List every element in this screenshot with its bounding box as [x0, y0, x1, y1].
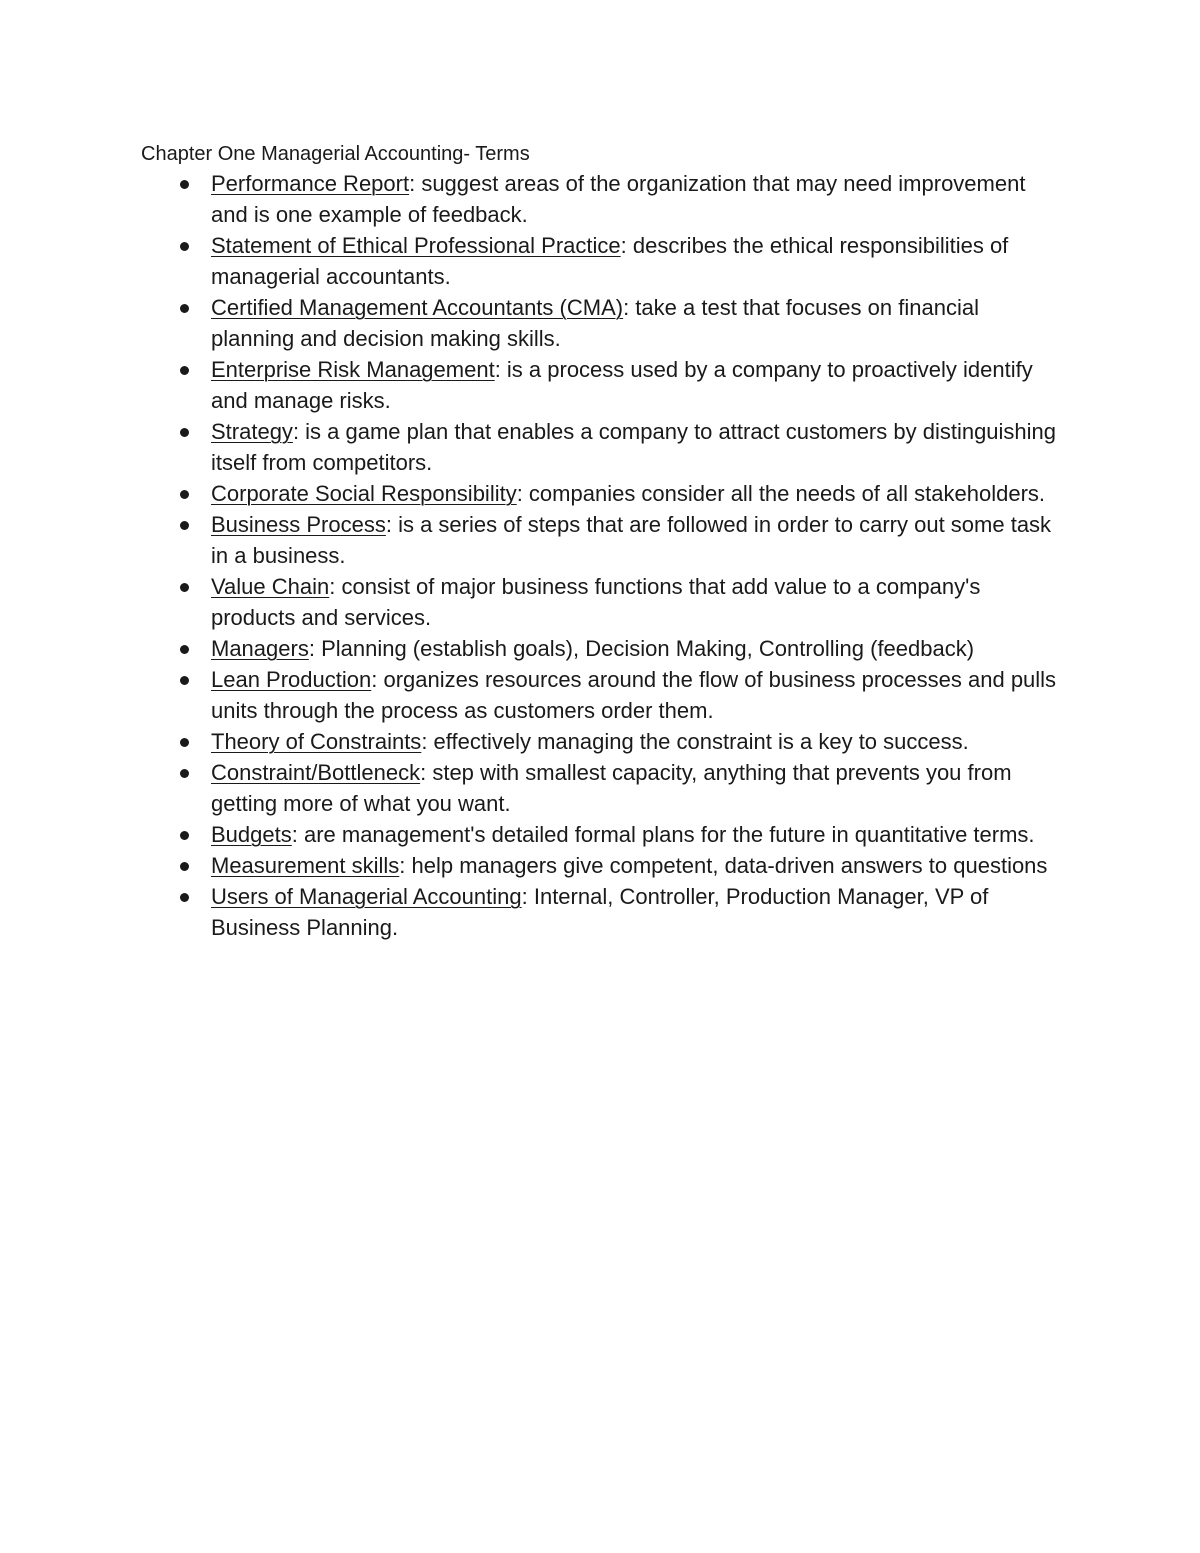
list-item — [0, 478, 1061, 509]
term-definition: : consist of major business functions that add value to a company's products and services. — [211, 574, 981, 630]
term-definition: : is a process used by a company to proactively identify and manage risks. — [211, 357, 1033, 413]
term-definition: : companies consider all the needs of all stakeholders. — [516, 481, 1046, 506]
bullet-icon — [180, 428, 189, 437]
term-label: Measurement skills — [211, 853, 400, 878]
term-definition: : Planning (establish goals), Decision Making, Controlling (feedback) — [308, 636, 975, 661]
term-label: Theory of Constraints — [211, 729, 422, 754]
term-label: Statement of Ethical Professional Practice — [211, 233, 621, 258]
term-definition: : step with smallest capacity, anything that prevents you from getting more of what you want. — [211, 760, 1012, 816]
bullet-icon — [180, 893, 189, 902]
bullet-icon — [180, 676, 189, 685]
term-definition: : describes the ethical responsibilities of managerial accountants. — [211, 233, 1009, 289]
bullet-icon — [180, 645, 189, 654]
bullet-icon — [180, 490, 189, 499]
term-definition: : Internal, Controller, Production Manager, VP of Business Planning. — [211, 884, 989, 940]
term-definition: : suggest areas of the organization that may need improvement and is one example of feedback. — [211, 171, 1026, 227]
term-label: Users of Managerial Accounting — [211, 884, 522, 909]
list-item — [0, 726, 1061, 757]
list-item — [0, 850, 1061, 881]
list-item — [0, 416, 1061, 478]
term-definition: : take a test that focuses on financial planning and decision making skills. — [211, 295, 979, 351]
term-definition: : help managers give competent, data-driven answers to questions — [399, 853, 1048, 878]
bullet-icon — [180, 769, 189, 778]
term-label: Performance Report — [211, 171, 410, 196]
list-item — [0, 509, 1061, 571]
bullet-icon — [180, 738, 189, 747]
list-item — [0, 230, 1061, 292]
term-label: Value Chain — [211, 574, 330, 599]
term-definition: : are management's detailed formal plans for the future in quantitative terms. — [291, 822, 1035, 847]
bullet-icon — [180, 180, 189, 189]
term-label: Corporate Social Responsibility — [211, 481, 517, 506]
term-label: Constraint/Bottleneck — [211, 760, 421, 785]
bullet-icon — [180, 862, 189, 871]
list-item — [0, 819, 1061, 850]
bullet-icon — [180, 831, 189, 840]
term-label: Strategy — [211, 419, 293, 444]
list-item — [0, 292, 1061, 354]
bullet-icon — [180, 304, 189, 313]
list-item — [0, 571, 1061, 633]
term-definition: : effectively managing the constraint is a key to success. — [421, 729, 969, 754]
bullet-icon — [180, 521, 189, 530]
bullet-icon — [180, 583, 189, 592]
term-label: Managers — [211, 636, 309, 661]
list-item — [0, 633, 1061, 664]
list-item — [0, 354, 1061, 416]
list-item — [0, 881, 1061, 943]
list-item — [0, 168, 1061, 230]
list-item — [0, 757, 1061, 819]
term-label: Business Process — [211, 512, 386, 537]
term-list — [0, 168, 1200, 943]
list-item — [0, 664, 1061, 726]
term-definition: : is a series of steps that are followed in order to carry out some task in a business. — [211, 512, 1052, 568]
term-definition: : organizes resources around the flow of business processes and pulls units through the process as customers order them. — [211, 667, 1057, 723]
term-definition: : is a game plan that enables a company to attract customers by distinguishing itself from competitors. — [211, 419, 1057, 475]
bullet-icon — [180, 242, 189, 251]
document-title: Chapter One Managerial Accounting- Terms — [141, 143, 530, 165]
term-label: Lean Production — [211, 667, 372, 692]
term-label: Enterprise Risk Management — [211, 357, 495, 382]
term-label: Certified Management Accountants (CMA) — [211, 295, 624, 320]
bullet-icon — [180, 366, 189, 375]
term-label: Budgets — [211, 822, 292, 847]
